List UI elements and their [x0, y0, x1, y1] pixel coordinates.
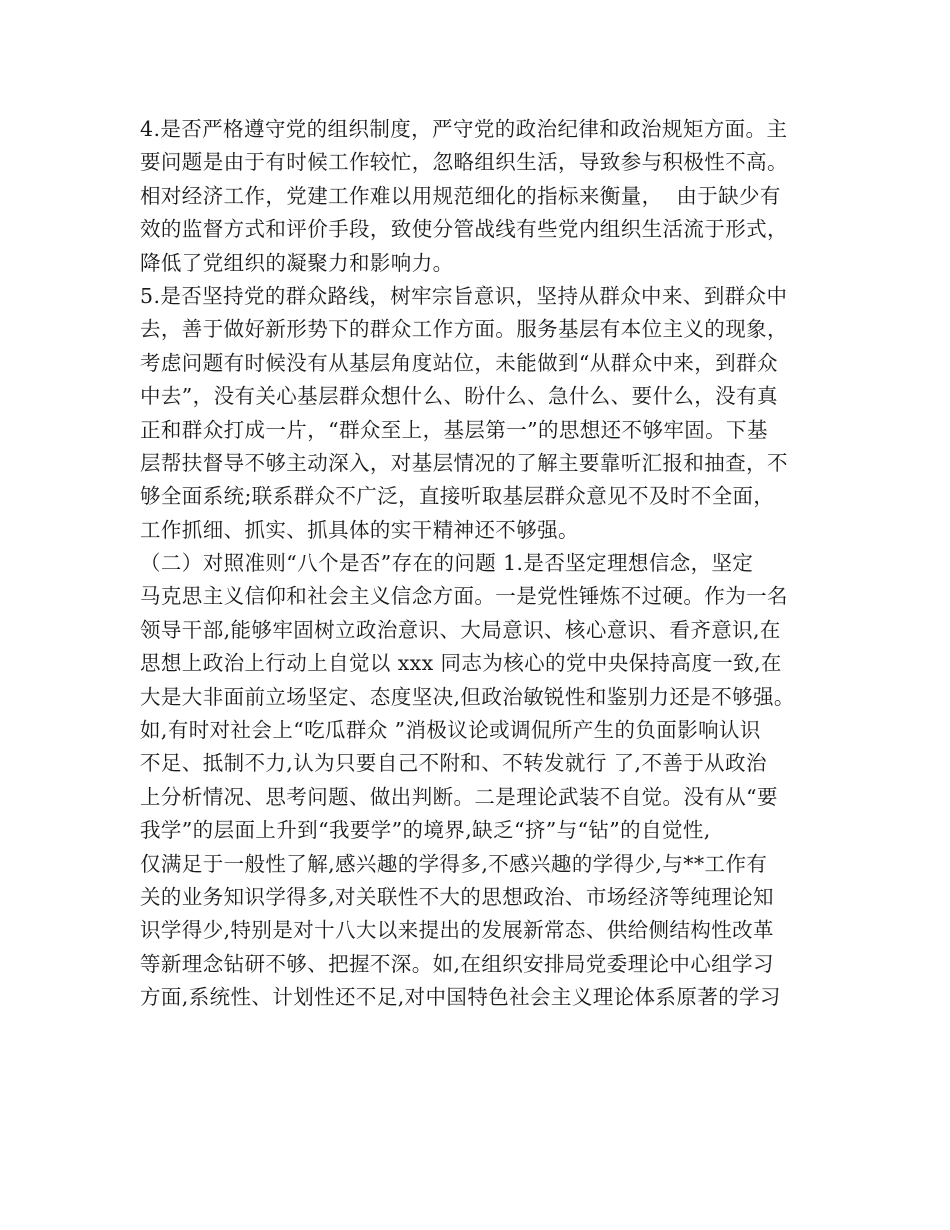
text-line: 马克思主义信仰和社会主义信念方面。一是党性锤炼不过硬。作为一名	[140, 584, 788, 609]
text-line: 工作抓细、抓实、抓具体的实干精神还不够强。	[140, 517, 579, 542]
text-line: 关的业务知识学得多,对关联性不大的思想政治、市场经济等纯理论知	[140, 884, 774, 909]
text-line: 中去”，没有关心基层群众想什么、盼什么、急什么、要什么，没有真	[140, 384, 778, 409]
text-line: 5.是否坚持党的群众路线，树牢宗旨意识，坚持从群众中来、到群众中	[140, 283, 788, 308]
text-line: 大是大非面前立场坚定、态度坚决,但政治敏锐性和鉴别力还是不够强。	[140, 684, 795, 709]
text-line: 效的监督方式和评价手段，致使分管战线有些党内组织生活流于形式，	[140, 217, 788, 242]
text-line: 方面,系统性、计划性还不足,对中国特色社会主义理论体系原著的学习	[140, 985, 781, 1010]
text-line: 正和群众打成一片，“群众至上，基层第一”的思想还不够牢固。下基	[140, 417, 768, 442]
text-line: 等新理念钻研不够、把握不深。如,在组织安排局党委理论中心组学习	[140, 951, 774, 976]
text-line: 如,有时对社会上“吃瓜群众 ”消极议论或调侃所产生的负面影响认识	[140, 718, 761, 743]
text-line: 考虑问题有时候没有从基层角度站位，未能做到“从群众中来，到群众	[140, 350, 778, 375]
text-line: 4.是否严格遵守党的组织制度，严守党的政治纪律和政治规矩方面。主	[140, 117, 788, 141]
text-line: 去，善于做好新形势下的群众工作方面。服务基层有本位主义的现象，	[140, 317, 788, 342]
text-line: 领导干部,能够牢固树立政治意识、大局意识、核心意识、看齐意识,在	[140, 617, 781, 642]
text-line: 要问题是由于有时候工作较忙，忽略组织生活，导致参与积极性不高。	[140, 150, 788, 175]
text-line: （二）对照准则“八个是否”存在的问题 1.是否坚定理想信念，坚定	[140, 551, 754, 576]
text-line: 降低了党组织的凝聚力和影响力。	[140, 250, 454, 275]
text-line: 层帮扶督导不够主动深入，对基层情况的了解主要靠听汇报和抽查，不	[140, 450, 788, 475]
text-line: 上分析情况、思考问题、做出判断。二是理论武装不自觉。没有从“要	[140, 784, 778, 809]
text-line: 我学”的层面上升到“我要学”的境界,缺乏“挤”与“钻”的自觉性,	[140, 818, 711, 843]
text-line: 识学得少,特别是对十八大以来提出的发展新常态、供给侧结构性改革	[140, 918, 774, 943]
text-line: 够全面系统;联系群众不广泛，直接听取基层群众意见不及时不全面，	[140, 484, 775, 509]
text-line: 仅满足于一般性了解,感兴趣的学得多,不感兴趣的学得少,与**工作有	[140, 851, 768, 876]
text-line: 不足、抵制不力,认为只要自己不附和、不转发就行 了,不善于从政治	[140, 751, 767, 776]
document-body-text	[140, 113, 830, 1015]
text-line: 相对经济工作，党建工作难以用规范细化的指标来衡量， 由于缺少有	[140, 183, 781, 208]
text-line: 思想上政治上行动上自觉以 xxx 同志为核心的党中央保持高度一致,在	[140, 651, 782, 676]
